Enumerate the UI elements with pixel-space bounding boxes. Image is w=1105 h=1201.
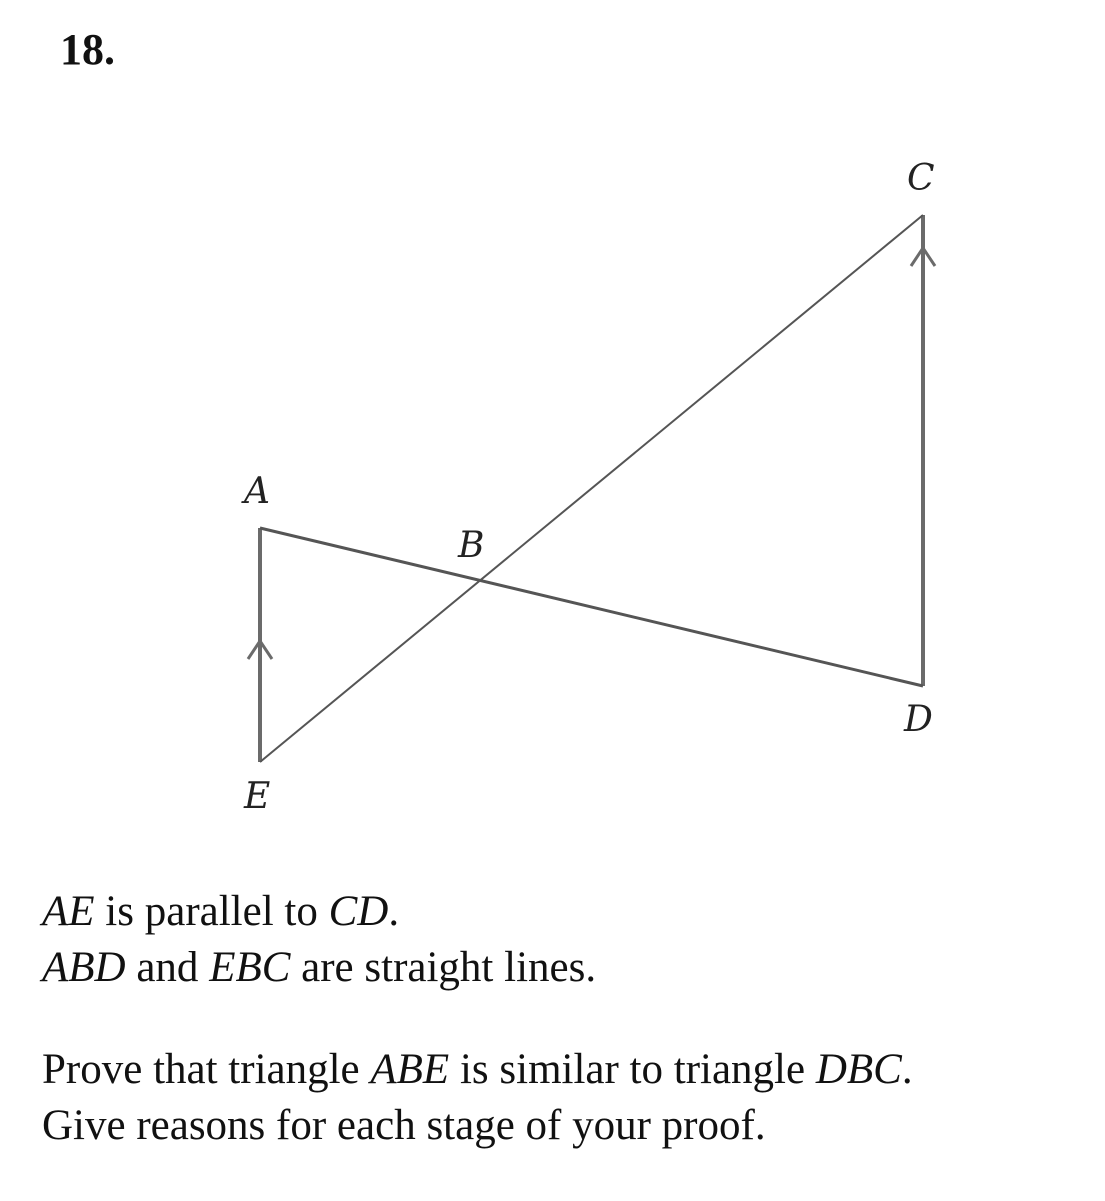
label-point-c: C [907, 158, 935, 199]
label-point-e: E [244, 776, 271, 817]
task-text: Prove that triangle [42, 1046, 371, 1093]
task-punctuation: . [901, 1046, 913, 1093]
line-name: ABD [42, 944, 126, 991]
label-point-d: D [904, 699, 933, 740]
task-text: is similar to triangle [449, 1046, 816, 1093]
segment-name: AE [42, 888, 95, 935]
statement-text: are straight lines. [290, 944, 597, 991]
question-number: 18. [60, 25, 115, 74]
statement-punctuation: . [388, 888, 400, 935]
task-reasons-line: Give reasons for each stage of your proof. [42, 1102, 766, 1149]
line-name: EBC [209, 944, 291, 991]
triangle-name: DBC [815, 1046, 902, 1093]
statement-text: is parallel to [94, 888, 329, 935]
task-prove-line [42, 1042, 913, 1098]
given-statements [42, 884, 596, 996]
given-straight-lines [42, 940, 596, 996]
line-ebc [260, 215, 923, 762]
segment-name: CD [328, 888, 389, 935]
given-parallel-line [42, 884, 596, 940]
triangle-name: ABE [370, 1046, 450, 1093]
line-abd [260, 528, 923, 686]
label-point-a: A [244, 471, 270, 512]
task-instructions [42, 1042, 913, 1154]
label-point-b: B [458, 525, 485, 566]
statement-text: and [125, 944, 210, 991]
